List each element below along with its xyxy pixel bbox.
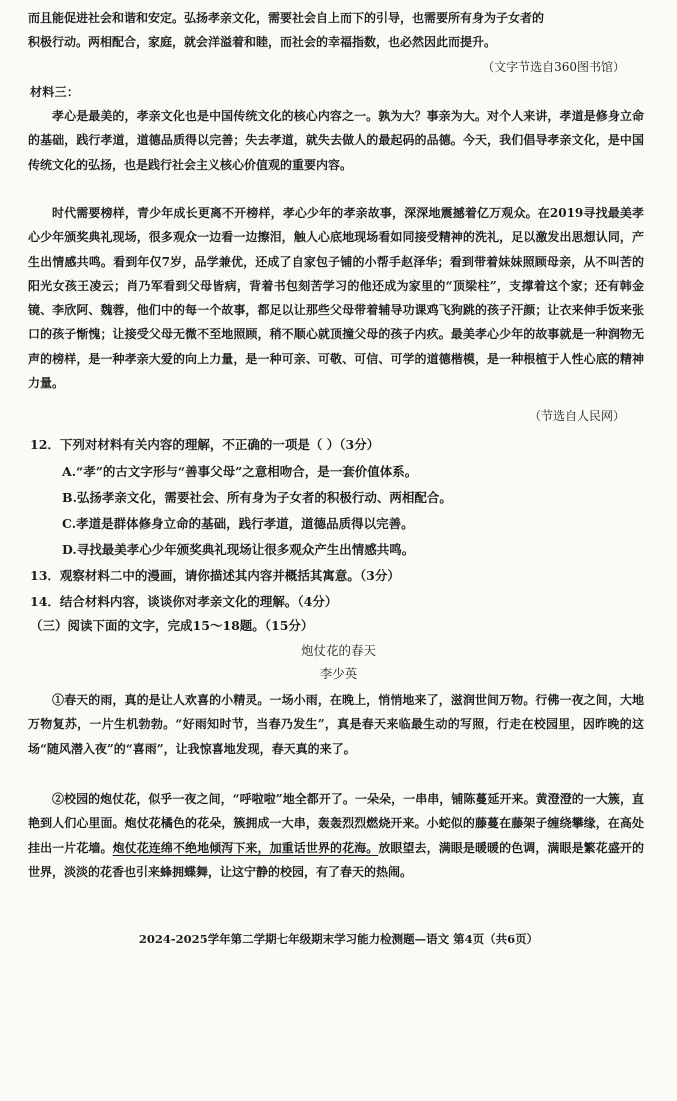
question-12: 12．下列对材料有关内容的理解，不正确的一项是（ ）（3分） xyxy=(30,437,380,452)
article-author: 李少英 xyxy=(319,666,358,681)
article-para-2-text-b: 放眼望去，满眼是暖暖的色调，满眼是繁花盛开的世界，淡淡的花香也引来蜂拥蝶舞，让这宁静的校园，有了春天的热闹。 xyxy=(28,840,644,879)
question-12-option-c: C.孝道是群体修身立命的基础，践行孝道，道德品质得以完善。 xyxy=(62,516,414,531)
question-13: 13．观察材料二中的漫画，请你描述其内容并概括其寓意。（3分） xyxy=(30,568,400,583)
material3-para2: 时代需要榜样，青少年成长更离不开榜样，孝心少年的孝亲故事，深深地震撼着亿万观众。在2019寻找最美孝心少年颁奖典礼现场，很多观众一边看一边擦泪，触人心底地现场看如同接受精神的洗礼，足以激发出思想认同，产生出情感共鸣。看到年仅7岁，品学兼优，还成了自家包子铺的小帮手赵泽华；看到带着妹妹照顾母亲，从不叫苦的阳光女孩王凌云；肖乃军看到父母皆病，背着书包刻苦学习的他还成为家里的“顶梁柱”，支撑着这个家；还有韩金镜、李欣阿、魏蓉，他们中的每一个故事，都足以让那些父母带着辅导功课鸡飞狗跳的孩子汗颜；让衣来伸手饭来张口的孩子惭愧；让接受父母无微不至地照顾，稍不顺心就顶撞父母的孩子内疚。最美孝心少年的故事就是一种润物无声的榜样，是一种孝亲大爱的向上力量，是一种可亲、可敬、可信、可学的道德楷模，是一种根植于人性心底的精神力量。 xyxy=(28,206,644,391)
material3-para1: 孝心是最美的，孝亲文化也是中国传统文化的核心内容之一。孰为大？事亲为大。对个人来讲，孝道是修身立命的基础，践行孝道，道德品质得以完善；失去孝道，就失去做人的最起码的品德。今天，我们倡导孝亲文化，是中国传统文化的弘扬，也是践行社会主义核心价值观的重要内容。 xyxy=(28,109,644,172)
intro-line-2: 积极行动。两相配合，家庭，就会洋溢着和睦，而社会的幸福指数，也必然因此而提升。 xyxy=(28,35,497,49)
material3-source: （节选自人民网） xyxy=(528,409,625,423)
intro-source: （文字节选自360图书馆） xyxy=(482,60,625,74)
article-para-1: ①春天的雨，真的是让人欢喜的小精灵。一场小雨，在晚上，悄悄地来了，滋润世间万物。行佛一夜之间，大地万物复苏，一片生机勃勃。“好雨知时节，当春乃发生”，真是春天来临最生动的写照，行走在校园里，因昨晚的这场“随风潜入夜”的“喜雨”，让我惊喜地发现，春天真的来了。 xyxy=(28,693,644,756)
intro-line-1: 而且能促进社会和谐和安定。弘扬孝亲文化，需要社会自上而下的引导，也需要所有身为子女者的 xyxy=(28,11,545,25)
article-para-2-underlined: 炮仗花连绵不绝地倾泻下来，加重话世界的花海。 xyxy=(112,840,379,855)
material3-heading: 材料三： xyxy=(30,85,80,99)
article-para-2 xyxy=(28,787,644,884)
question-12-option-a: A.“孝”的古文字形与“善事父母”之意相吻合，是一套价值体系。 xyxy=(62,464,418,479)
page-footer: 2024-2025学年第二学期七年级期末学习能力检测题—语文 第4页（共6页） xyxy=(138,932,539,946)
article-title: 炮仗花的春天 xyxy=(300,643,376,658)
question-12-option-b: B.弘扬孝亲文化，需要社会、所有身为子女者的积极行动、两相配合。 xyxy=(62,490,452,505)
question-12-option-d: D.寻找最美孝心少年颁奖典礼现场让很多观众产生出情感共鸣。 xyxy=(62,542,415,557)
question-14: 14．结合材料内容，谈谈你对孝亲文化的理解。（4分） xyxy=(30,594,338,609)
article-para-2-text-a: ②校园的炮仗花，似乎一夜之间，“呼啦啦”地全都开了。一朵朵，一串串，铺陈蔓延开来。黄澄澄的一大簇，直艳到人们心里面。炮仗花橘色的花朵，簇拥成一大串，轰轰烈烈燃烧开来。小蛇似的藤蔓在藤架子缠绕攀缘，在高处挂出一片花墙。 xyxy=(28,792,644,855)
section3-heading: （三）阅读下面的文字，完成15～18题。（15分） xyxy=(30,618,314,633)
